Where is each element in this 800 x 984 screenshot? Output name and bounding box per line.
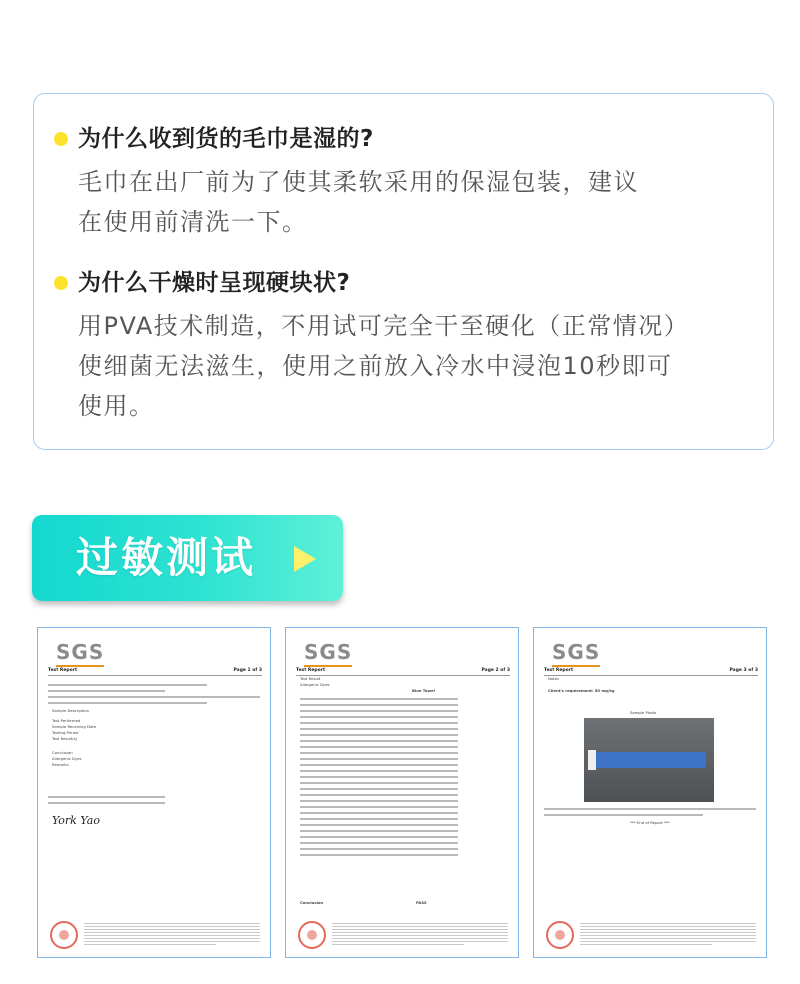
faq-item [54, 266, 744, 426]
report-fineprint [332, 923, 508, 947]
report-fields [548, 676, 615, 694]
towel-tag [588, 750, 596, 770]
faq-answer-line: 使细菌无法滋生，使用之前放入冷水中浸泡10秒即可 [78, 352, 673, 380]
cas-column [376, 698, 458, 860]
play-arrow-icon [294, 546, 316, 572]
report-fineprint [580, 923, 756, 947]
report-page: Page 1 of 3 [233, 668, 262, 673]
allergy-test-banner [32, 515, 343, 601]
sgs-report-page-1 [37, 627, 271, 958]
faq-item [54, 122, 744, 242]
sgs-report-page-3 [533, 627, 767, 958]
sgs-stamp-icon [546, 921, 574, 949]
report-header [48, 668, 262, 676]
end-of-report: *** End of Report *** [630, 820, 670, 825]
report-title: Test Report [296, 668, 326, 673]
sgs-stamp-icon [298, 921, 326, 949]
signature: York Yao [52, 814, 100, 827]
report-title: Test Report [544, 668, 574, 673]
faq-card [33, 93, 774, 450]
faq-question: 为什么收到货的毛巾是湿的? [78, 126, 374, 152]
faq-answer [78, 162, 738, 242]
towel-strip [596, 752, 706, 768]
conclusion-value: PASS [416, 900, 427, 905]
faq-question: 为什么干燥时呈现硬块状? [78, 270, 351, 296]
faq-answer [78, 306, 738, 426]
sample-photo-caption: Sample Photo [630, 710, 657, 715]
sgs-logo: SGS [552, 640, 601, 664]
faq-answer-line: 用PVA技术制造，不用试可完全干至硬化（正常情况） [78, 312, 690, 340]
report-field: Allergenic Dyes [52, 756, 82, 761]
sgs-report-page-2 [285, 627, 519, 958]
bullet-dot-icon [54, 132, 68, 146]
report-body-lines [544, 808, 756, 820]
sgs-logo: SGS [56, 640, 105, 664]
sgs-stamp-icon [50, 921, 78, 949]
report-field: Sample Description [52, 708, 90, 713]
report-field: Conclusion [300, 900, 324, 905]
report-fields [300, 676, 330, 688]
report-field: Test Result(s) [52, 736, 78, 741]
faq-answer-line: 使用。 [78, 392, 155, 420]
report-fields [52, 708, 260, 768]
report-field: Remarks [52, 762, 69, 767]
report-field: Sample Receiving Date [52, 724, 97, 729]
report-signature-block [48, 796, 260, 808]
report-fineprint [84, 923, 260, 947]
report-field: Notes [548, 676, 559, 681]
result-column-header: Blue Towel [412, 688, 435, 693]
faq-answer-line: 在使用前清洗一下。 [78, 208, 308, 236]
report-page: Page 2 of 3 [481, 668, 510, 673]
report-field: Test Result [300, 676, 321, 681]
report-field: Allergenic Dyes [300, 682, 330, 687]
bullet-dot-icon [54, 276, 68, 290]
report-field: Conclusion [52, 750, 73, 755]
sgs-logo: SGS [304, 640, 353, 664]
report-header [544, 668, 758, 676]
banner-title: 过敏测试 [76, 533, 257, 582]
report-title: Test Report [48, 668, 78, 673]
sample-photo [584, 718, 714, 802]
report-body-lines [48, 684, 260, 708]
report-page: Page 3 of 3 [729, 668, 758, 673]
report-field: Client's requirement: 50 mg/kg [548, 688, 615, 693]
report-header [296, 668, 510, 676]
faq-answer-line: 毛巾在出厂前为了使其柔软采用的保湿包装，建议 [78, 168, 639, 196]
report-field: Testing Period [52, 730, 79, 735]
report-field: Test Performed [52, 718, 81, 723]
